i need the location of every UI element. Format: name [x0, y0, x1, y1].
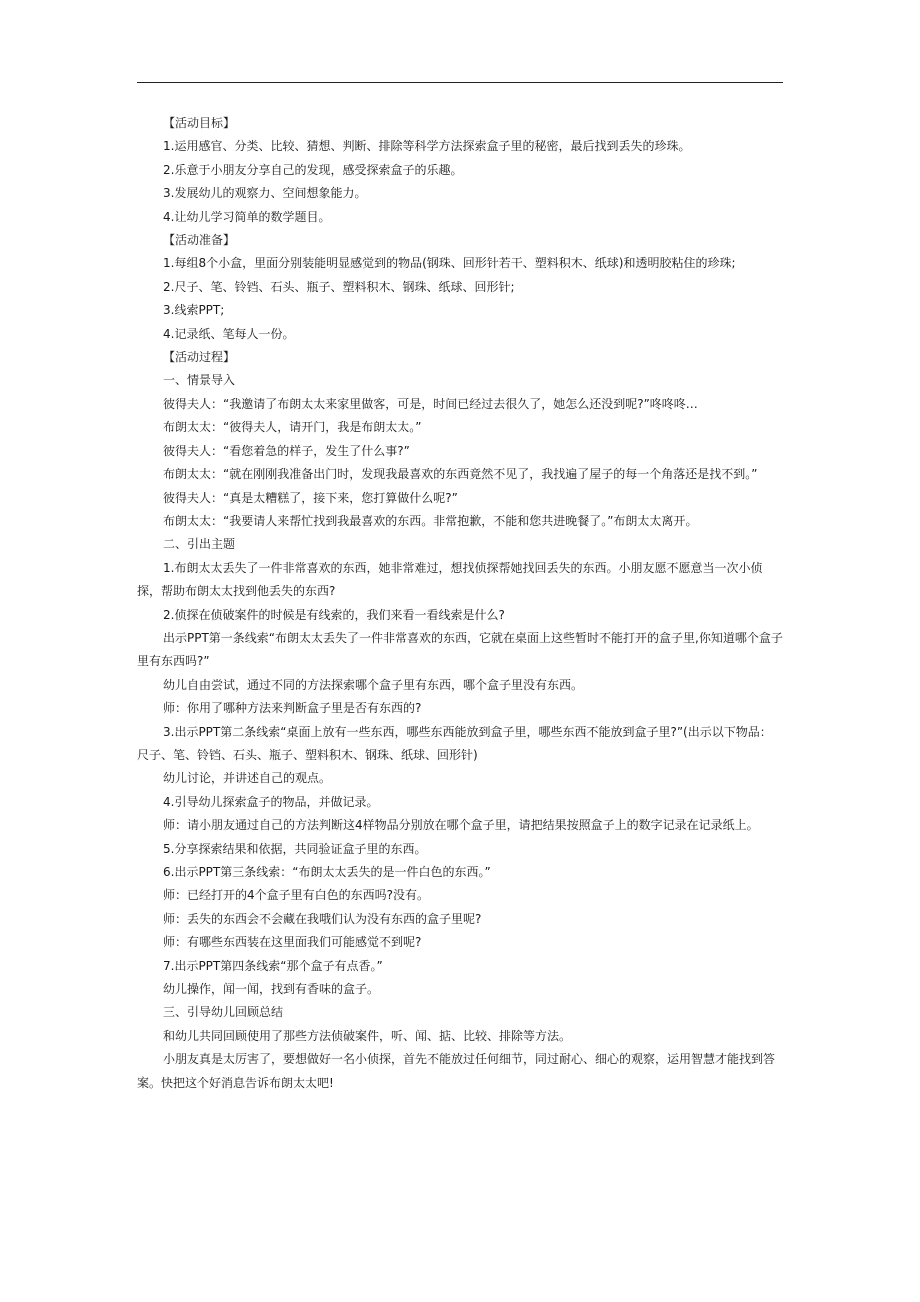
paragraph: 1.运用感官、分类、比较、猜想、判断、排除等科学方法探索盒子里的秘密，最后找到丢失的珍珠。	[163, 139, 691, 154]
paragraph: 7.出示PPT第四条线索“那个盒子有点香。”	[163, 958, 383, 973]
section-heading-goals: 【活动目标】	[163, 116, 236, 130]
header-rule	[137, 82, 783, 83]
paragraph: 和幼儿共同回顾使用了那些方法侦破案件，听、闻、掂、比较、排除等方法。	[163, 1028, 572, 1043]
dialogue-line: 布朗太太：“就在刚刚我准备出门时，发现我最喜欢的东西竟然不见了，我找遍了屋子的每一个角落还是找不到。”	[163, 467, 758, 482]
paragraph: 3.发展幼儿的观察力、空间想象能力。	[163, 186, 367, 201]
paragraph: 1.每组8个小盒，里面分别装能明显感觉到的物品(钢珠、回形针若干、塑料积木、纸球)和透明胶粘住的珍珠;	[163, 256, 736, 271]
dialogue-line: 彼得夫人：“看您着急的样子，发生了什么事?”	[163, 443, 410, 458]
paragraph: 小朋友真是太厉害了，要想做好一名小侦探，首先不能放过任何细节，同过耐心、细心的观察，运用智慧才能找到答案。快把这个好消息告诉布朗太太吧!	[137, 1052, 776, 1090]
paragraph: 3.线索PPT;	[163, 303, 225, 318]
paragraph: 2.侦探在侦破案件的时候是有线索的，我们来看一看线索是什么?	[163, 607, 505, 622]
dialogue-line: 彼得夫人：“真是太糟糕了，接下来，您打算做什么呢?”	[163, 490, 458, 505]
paragraph: 幼儿讨论，并讲述自己的观点。	[163, 771, 332, 786]
paragraph: 4.引导幼儿探索盒子的物品，并做记录。	[163, 794, 379, 809]
dialogue-line: 布朗太太：“彼得夫人，请开门，我是布朗太太。”	[163, 420, 422, 435]
dialogue-line: 彼得夫人：“我邀请了布朗太太来家里做客，可是，时间已经过去很久了，她怎么还没到呢?”咚咚咚…	[163, 396, 698, 411]
paragraph: 幼儿操作，闻一闻，找到有香味的盒子。	[163, 982, 380, 997]
paragraph: 2.尺子、笔、铃铛、石头、瓶子、塑料积木、钢珠、纸球、回形针;	[163, 279, 515, 294]
paragraph: 6.出示PPT第三条线索：“布朗太太丢失的是一件白色的东西。”	[163, 865, 491, 879]
paragraph: 师：你用了哪种方法来判断盒子里是否有东西的?	[163, 701, 422, 716]
paragraph: 2.乐意于小朋友分享自己的发现，感受探索盒子的乐趣。	[163, 162, 463, 177]
paragraph: 4.让幼儿学习简单的数学题目。	[163, 209, 331, 224]
paragraph: 4.记录纸、笔每人一份。	[163, 326, 295, 341]
subheading: 三、引导幼儿回顾总结	[163, 1005, 284, 1020]
paragraph: 师：丢失的东西会不会藏在我哦们认为没有东西的盒子里呢?	[163, 911, 482, 926]
paragraph: 出示PPT第一条线索“布朗太太丢失了一件非常喜欢的东西，它就在桌面上这些暂时不能打开的盒子里,你知道哪个盒子里有东西吗?”	[137, 630, 783, 669]
paragraph: 3.出示PPT第二条线索“桌面上放有一些东西，哪些东西能放到盒子里，哪些东西不能放到盒子里?”(出示以下物品：尺子、笔、铃铛、石头、瓶子、塑料积木、钢珠、纸球、回形针)	[137, 724, 772, 762]
paragraph: 师：已经打开的4个盒子里有白色的东西吗?没有。	[163, 888, 430, 903]
paragraph: 1.布朗太太丢失了一件非常喜欢的东西，她非常难过，想找侦探帮她找回丢失的东西。小朋友愿不愿意当一次小侦探，帮助布朗太太找到他丢失的东西?	[137, 560, 763, 599]
paragraph: 师：请小朋友通过自己的方法判断这4样物品分别放在哪个盒子里，请把结果按照盒子上的数字记录在记录纸上。	[163, 818, 759, 833]
subheading: 一、情景导入	[163, 373, 236, 388]
section-heading-process: 【活动过程】	[163, 350, 236, 365]
dialogue-line: 布朗太太：“我要请人来帮忙找到我最喜欢的东西。非常抱歉，不能和您共进晚餐了。”布朗太太离开。	[163, 513, 698, 528]
paragraph: 幼儿自由尝试，通过不同的方法探索哪个盒子里有东西，哪个盒子里没有东西。	[163, 677, 584, 692]
paragraph: 5.分享探索结果和依据，共同验证盒子里的东西。	[163, 841, 427, 856]
section-heading-preparation: 【活动准备】	[163, 233, 236, 248]
document-body	[137, 112, 783, 1095]
paragraph: 师：有哪些东西装在这里面我们可能感觉不到呢?	[163, 935, 422, 950]
subheading: 二、引出主题	[163, 537, 236, 552]
